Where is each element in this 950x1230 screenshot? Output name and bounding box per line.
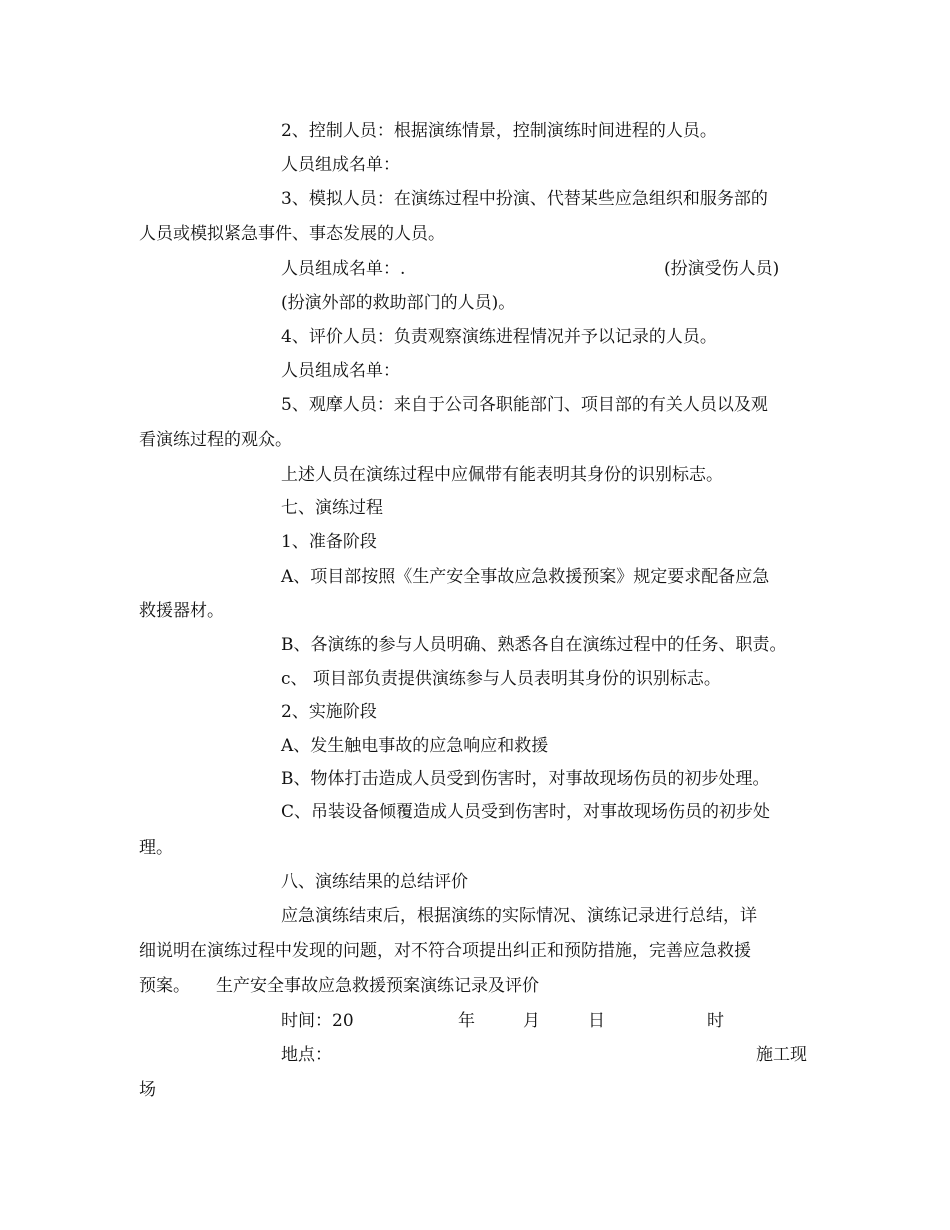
paragraph-evaluation-personnel: 4、评价人员：负责观察演练进程情况并予以记录的人员。	[281, 327, 717, 347]
place-label: 地点：	[281, 1045, 332, 1065]
role-injured: (扮演受伤人员)	[664, 259, 780, 279]
item-c-crane-overturn-cont: 理。	[139, 838, 173, 858]
item-a-equipment-cont: 救援器材。	[139, 601, 224, 621]
roster-label-simulation: 人员组成名单：.	[281, 259, 406, 279]
paragraph-simulation-personnel-cont: 人员或模拟紧急事件、事态发展的人员。	[139, 224, 445, 244]
section-heading-evaluation: 八、演练结果的总结评价	[281, 872, 468, 892]
item-b-participants: B、各演练的参与人员明确、熟悉各自在演练过程中的任务、职责。	[281, 635, 787, 655]
item-c-id-marks: c、 项目部负责提供演练参与人员表明其身份的识别标志。	[281, 669, 721, 689]
item-a-equipment: A、项目部按照《生产安全事故应急救援预案》规定要求配备应急	[281, 567, 770, 587]
paragraph-summary: 应急演练结束后，根据演练的实际情况、演练记录进行总结，详	[281, 906, 757, 926]
section-heading-drill-process: 七、演练过程	[281, 498, 383, 518]
subheading-preparation: 1、准备阶段	[281, 532, 377, 552]
time-label: 时间：20	[281, 1011, 354, 1031]
paragraph-control-personnel: 2、控制人员：根据演练情景，控制演练时间进程的人员。	[281, 121, 717, 141]
time-year: 年	[458, 1011, 475, 1031]
paragraph-observers: 5、观摩人员：来自于公司各职能部门、项目部的有关人员以及观	[281, 395, 768, 415]
subheading-implementation: 2、实施阶段	[281, 702, 377, 722]
roster-label: 人员组成名单：	[281, 155, 400, 175]
paragraph-summary-end: 预案。	[139, 976, 190, 996]
item-a-electric-shock: A、发生触电事故的应急响应和救援	[281, 736, 549, 756]
place-value: 施工现	[756, 1045, 807, 1065]
role-rescue: (扮演外部的救助部门的人员)。	[281, 293, 516, 313]
paragraph-summary-cont: 细说明在演练过程中发现的问题，对不符合项提出纠正和预防措施，完善应急救援	[139, 941, 751, 961]
time-day: 日	[588, 1011, 605, 1031]
record-title: 生产安全事故应急救援预案演练记录及评价	[216, 976, 539, 996]
place-value-cont: 场	[139, 1080, 156, 1100]
roster-label: 人员组成名单：	[281, 361, 400, 381]
paragraph-id-marks: 上述人员在演练过程中应佩带有能表明其身份的识别标志。	[281, 465, 723, 485]
time-hour: 时	[707, 1011, 724, 1031]
item-c-crane-overturn: C、吊装设备倾覆造成人员受到伤害时，对事故现场伤员的初步处	[281, 802, 771, 822]
item-b-object-strike: B、物体打击造成人员受到伤害时，对事故现场伤员的初步处理。	[281, 769, 770, 789]
paragraph-simulation-personnel: 3、模拟人员：在演练过程中扮演、代替某些应急组织和服务部的	[281, 189, 768, 209]
paragraph-observers-cont: 看演练过程的观众。	[139, 430, 292, 450]
time-month: 月	[523, 1011, 540, 1031]
